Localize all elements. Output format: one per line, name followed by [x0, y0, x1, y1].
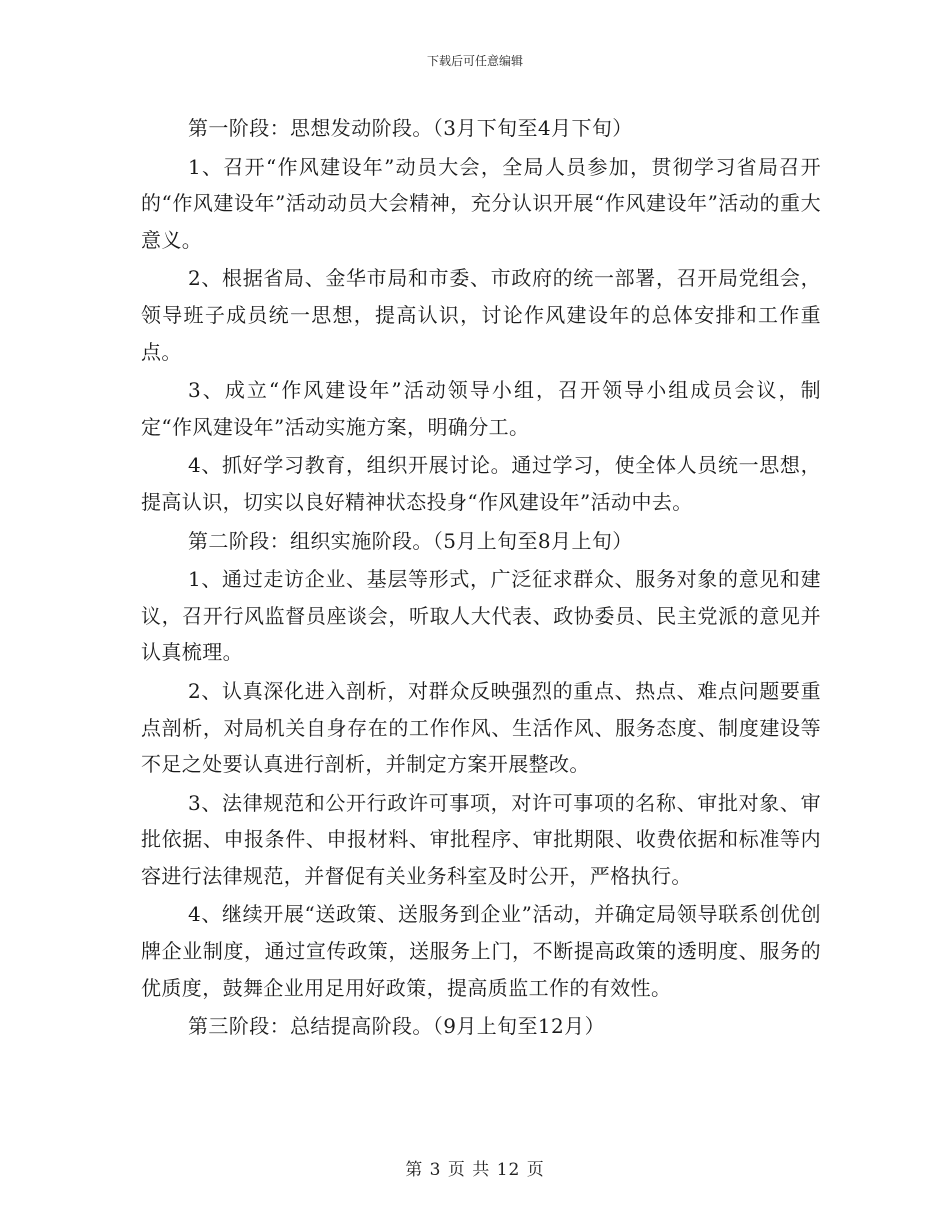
document-body [141, 110, 821, 1047]
paragraph: 4、继续开展“送政策、送服务到企业”活动，并确定局领导联系创优创牌企业制度，通过宣传政策，送服务上门，不断提高政策的透明度、服务的优质度，鼓舞企业用足用好政策，提高质监工作的有效性。 [141, 902, 821, 1000]
paragraph: 3、法律规范和公开行政许可事项，对许可事项的名称、审批对象、审批依据、申报条件、申报材料、审批程序、审批期限、收费依据和标准等内容进行法律规范，并督促有关业务科室及时公开，严格执行。 [141, 790, 821, 888]
header-note: 下载后可任意编辑 [426, 54, 523, 68]
paragraph: 1、召开“作风建设年”动员大会，全局人员参加，贯彻学习省局召开的“作风建设年”活动动员大会精神，充分认识开展“作风建设年”活动的重大意义。 [141, 154, 821, 252]
section-heading-stage-1: 第一阶段：思想发动阶段。（3月下旬至4月下旬） [188, 116, 633, 140]
section-heading-stage-2: 第二阶段：组织实施阶段。（5月上旬至8月上旬） [188, 528, 633, 553]
paragraph: 1、通过走访企业、基层等形式，广泛征求群众、服务对象的意见和建议，召开行风监督员座谈会，听取人大代表、政协委员、民主党派的意见并认真梳理。 [141, 567, 821, 665]
section-heading-stage-3: 第三阶段：总结提高阶段。（9月上旬至12月） [188, 1014, 605, 1039]
paragraph: 2、根据省局、金华市局和市委、市政府的统一部署，召开局党组会，领导班子成员统一思想，提高认识，讨论作风建设年的总体安排和工作重点。 [141, 266, 821, 364]
paragraph: 3、成立“作风建设年”活动领导小组，召开领导小组成员会议，制定“作风建设年”活动实施方案，明确分工。 [141, 378, 821, 439]
paragraph: 4、抓好学习教育，组织开展讨论。通过学习，使全体人员统一思想，提高认识，切实以良好精神状态投身“作风建设年”活动中去。 [141, 453, 821, 514]
paragraph: 2、认真深化进入剖析，对群众反映强烈的重点、热点、难点问题要重点剖析，对局机关自身存在的工作作风、生活作风、服务态度、制度建设等不足之处要认真进行剖析，并制定方案开展整改。 [141, 678, 821, 777]
page-number-footer [0, 1155, 950, 1180]
page-number-label: 第 3 页 共 12 页 [405, 1160, 545, 1180]
